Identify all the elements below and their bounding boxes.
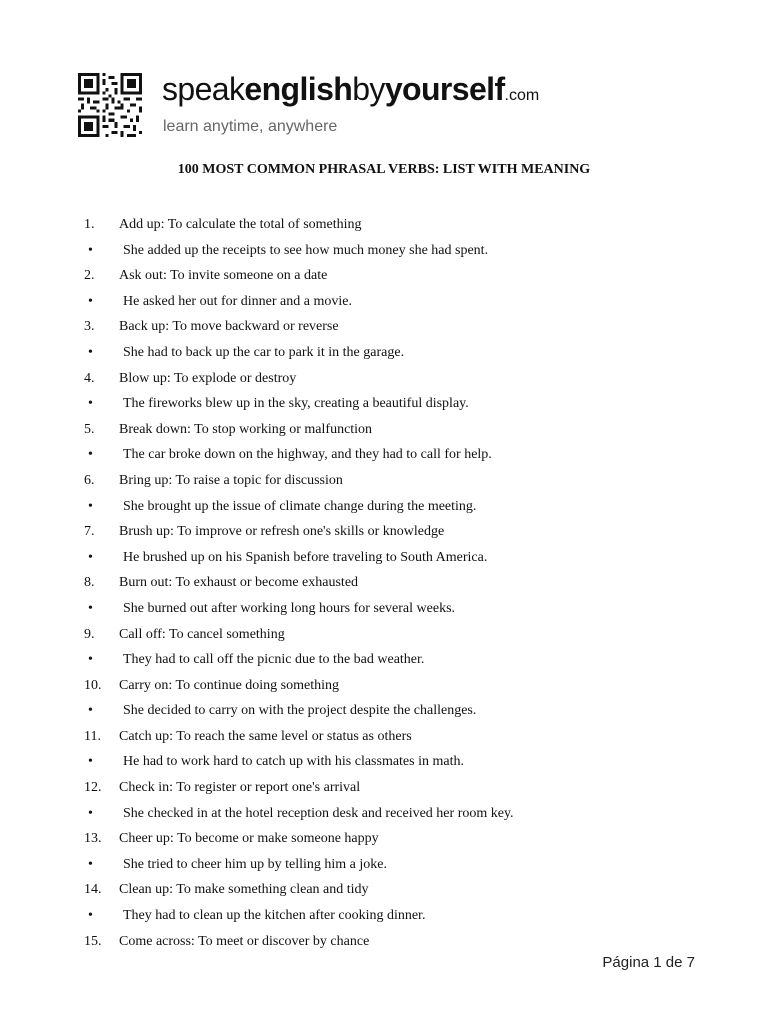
example-text: She checked in at the hotel reception desk and received her room key. — [123, 805, 514, 821]
list-item-definition — [84, 212, 724, 238]
list-item-definition — [84, 673, 724, 699]
list-item-example — [84, 647, 724, 673]
bullet-icon: • — [88, 549, 93, 565]
list-item-definition — [84, 314, 724, 340]
brand-by: by — [352, 71, 385, 107]
example-text: She decided to carry on with the project despite the challenges. — [123, 703, 477, 719]
example-text: The car broke down on the highway, and they had to call for help. — [123, 447, 492, 463]
example-text: She brought up the issue of climate change during the meeting. — [123, 498, 477, 514]
definition-text: Come across: To meet or discover by chance — [119, 933, 370, 949]
list-item-example — [84, 340, 724, 366]
definition-text: Check in: To register or report one's arrival — [119, 780, 361, 796]
list-number: 2. — [84, 268, 95, 284]
brand-logo — [162, 66, 539, 119]
list-number: 13. — [84, 831, 102, 847]
example-text: She tried to cheer him up by telling him a joke. — [123, 856, 387, 872]
list-number: 15. — [84, 933, 102, 949]
list-number: 8. — [84, 575, 95, 591]
definition-text: Carry on: To continue doing something — [119, 677, 340, 693]
definition-text: Back up: To move backward or reverse — [119, 319, 339, 335]
list-item-definition — [84, 519, 724, 545]
example-text: The fireworks blew up in the sky, creating a beautiful display. — [123, 396, 469, 412]
list-number: 14. — [84, 882, 102, 898]
list-number: 7. — [84, 524, 95, 540]
example-text: They had to clean up the kitchen after cooking dinner. — [123, 908, 426, 924]
bullet-icon: • — [88, 344, 93, 360]
example-text: He had to work hard to catch up with his classmates in math. — [123, 754, 464, 770]
phrasal-verb-list — [84, 212, 724, 954]
bullet-icon: • — [88, 498, 93, 514]
brand-yourself: yourself — [384, 71, 505, 107]
definition-text: Catch up: To reach the same level or status as others — [119, 728, 412, 744]
example-text: She burned out after working long hours for several weeks. — [123, 600, 456, 616]
list-number: 5. — [84, 421, 95, 437]
definition-text: Bring up: To raise a topic for discussion — [119, 472, 343, 488]
list-number: 10. — [84, 677, 102, 693]
document-title: 100 MOST COMMON PHRASAL VERBS: LIST WITH MEANING — [177, 162, 591, 177]
list-item-definition — [84, 468, 724, 494]
example-text: He brushed up on his Spanish before traveling to South America. — [123, 549, 488, 565]
list-number: 6. — [84, 472, 95, 488]
list-item-example — [84, 749, 724, 775]
bullet-icon: • — [88, 293, 93, 309]
bullet-icon: • — [88, 600, 93, 616]
brand-english: english — [244, 71, 353, 107]
list-number: 11. — [84, 728, 101, 744]
bullet-icon: • — [88, 242, 93, 258]
list-item-definition — [84, 724, 724, 750]
example-text: She had to back up the car to park it in the garage. — [123, 344, 405, 360]
list-item-example — [84, 442, 724, 468]
definition-text: Ask out: To invite someone on a date — [119, 268, 328, 284]
list-item-example — [84, 545, 724, 571]
definition-text: Burn out: To exhaust or become exhausted — [119, 575, 359, 591]
list-item-definition — [84, 366, 724, 392]
bullet-icon: • — [88, 754, 93, 770]
list-item-definition — [84, 775, 724, 801]
list-item-example — [84, 289, 724, 315]
bullet-icon: • — [88, 447, 93, 463]
list-item-example — [84, 801, 724, 827]
list-number: 12. — [84, 780, 102, 796]
brand-tagline: learn anytime, anywhere — [163, 118, 338, 135]
list-number: 9. — [84, 626, 95, 642]
definition-text: Brush up: To improve or refresh one's skills or knowledge — [119, 524, 445, 540]
list-number: 3. — [84, 319, 95, 335]
definition-text: Cheer up: To become or make someone happy — [119, 831, 379, 847]
definition-text: Break down: To stop working or malfunction — [119, 421, 373, 437]
list-number: 1. — [84, 217, 95, 232]
brand-speak: speak — [162, 71, 245, 107]
example-text: She added up the receipts to see how much money she had spent. — [123, 242, 489, 258]
list-item-definition — [84, 622, 724, 648]
list-item-definition — [84, 826, 724, 852]
list-item-example — [84, 596, 724, 622]
list-item-example — [84, 698, 724, 724]
definition-text: Call off: To cancel something — [119, 626, 285, 642]
list-item-example — [84, 391, 724, 417]
definition-text: Blow up: To explode or destroy — [119, 370, 297, 386]
definition-text: Clean up: To make something clean and tidy — [119, 882, 369, 898]
list-item-definition — [84, 877, 724, 903]
list-item-definition — [84, 929, 724, 955]
example-text: They had to call off the picnic due to the bad weather. — [123, 652, 425, 668]
list-item-example — [84, 494, 724, 520]
definition-text: Add up: To calculate the total of something — [119, 217, 362, 232]
list-item-example — [84, 238, 724, 264]
page-number: Página 1 de 7 — [602, 954, 695, 971]
brand-com: .com — [504, 87, 540, 104]
bullet-icon: • — [88, 703, 93, 719]
list-item-definition — [84, 263, 724, 289]
bullet-icon: • — [88, 652, 93, 668]
qr-code-icon — [76, 73, 144, 137]
bullet-icon: • — [88, 908, 93, 924]
list-item-definition — [84, 570, 724, 596]
list-item-definition — [84, 417, 724, 443]
list-item-example — [84, 903, 724, 929]
list-number: 4. — [84, 370, 95, 386]
list-item-example — [84, 852, 724, 878]
bullet-icon: • — [88, 805, 93, 821]
bullet-icon: • — [88, 396, 93, 412]
bullet-icon: • — [88, 856, 93, 872]
example-text: He asked her out for dinner and a movie. — [123, 293, 352, 309]
